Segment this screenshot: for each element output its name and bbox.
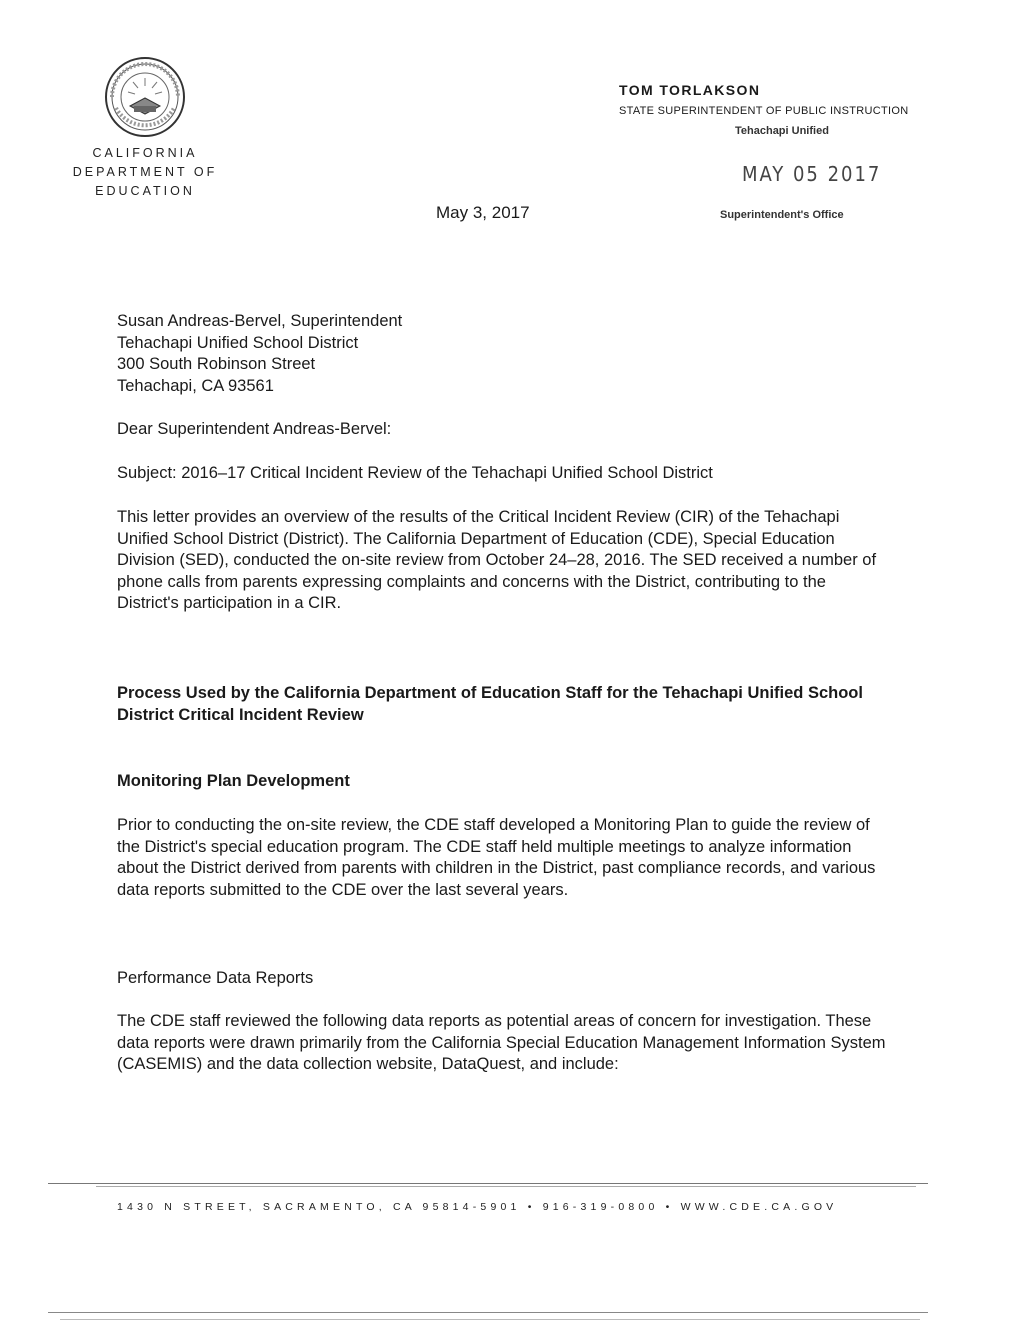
footer-divider <box>96 1186 916 1187</box>
superintendent-title: STATE SUPERINTENDENT OF PUBLIC INSTRUCTION <box>619 105 909 117</box>
footer-address: 1430 N STREET, SACRAMENTO, CA 95814-5901 • 916-319-0800 • WWW.CDE.CA.GOV <box>117 1201 838 1213</box>
page-bottom-divider <box>48 1312 928 1313</box>
salutation: Dear Superintendent Andreas-Bervel: <box>117 420 392 438</box>
department-line: DEPARTMENT OF <box>72 165 218 179</box>
monitoring-paragraph: Prior to conducting the on-site review, the CDE staff developed a Monitoring Plan to guide the review of the District's special education program. The CDE staff held multiple meetings to analyze information about the District derived from parents with children in the District, past compliance records, and various data reports submitted to the CDE over the last several years. <box>117 816 876 899</box>
address-line: 300 South Robinson Street <box>117 355 316 373</box>
address-line: Susan Andreas-Bervel, Superintendent <box>117 312 403 330</box>
recipient-address <box>117 311 887 397</box>
superintendent-name: TOM TORLAKSON <box>619 82 761 98</box>
department-line: CALIFORNIA <box>92 146 198 160</box>
stamp-office: Superintendent's Office <box>720 209 844 221</box>
stamp-date: MAY 05 2017 <box>742 162 882 186</box>
subsection-heading: Monitoring Plan Development <box>117 772 350 790</box>
department-name <box>70 144 220 201</box>
address-line: Tehachapi Unified School District <box>117 333 359 352</box>
department-seal <box>104 56 186 138</box>
performance-heading: Performance Data Reports <box>117 969 314 987</box>
department-line: EDUCATION <box>95 184 195 198</box>
footer-divider <box>48 1183 928 1184</box>
intro-paragraph: This letter provides an overview of the results of the Critical Incident Review (CIR) of the Tehachapi Unified School District (District). The California Department of Education (CDE), Special Education Division (SED), conducted the on-site review from October 24–28, 2016. The SED received a number of phone calls from parents expressing complaints and concerns with the District, contributing to the District's participation in a CIR. <box>117 508 877 612</box>
performance-paragraph: The CDE staff reviewed the following data reports as potential areas of concern for investigation. These data reports were drawn primarily from the California Special Education Management Information System (CASEMIS) and the data collection website, DataQuest, and include: <box>117 1012 886 1073</box>
section-heading: Process Used by the California Department of Education Staff for the Tehachapi Unified School District Critical Incident Review <box>117 684 863 724</box>
subject-line: Subject: 2016–17 Critical Incident Review of the Tehachapi Unified School District <box>117 464 713 482</box>
letter-date: May 3, 2017 <box>436 203 530 222</box>
address-line: Tehachapi, CA 93561 <box>117 376 274 395</box>
page-bottom-divider <box>60 1319 920 1320</box>
stamp-district: Tehachapi Unified <box>735 125 829 137</box>
